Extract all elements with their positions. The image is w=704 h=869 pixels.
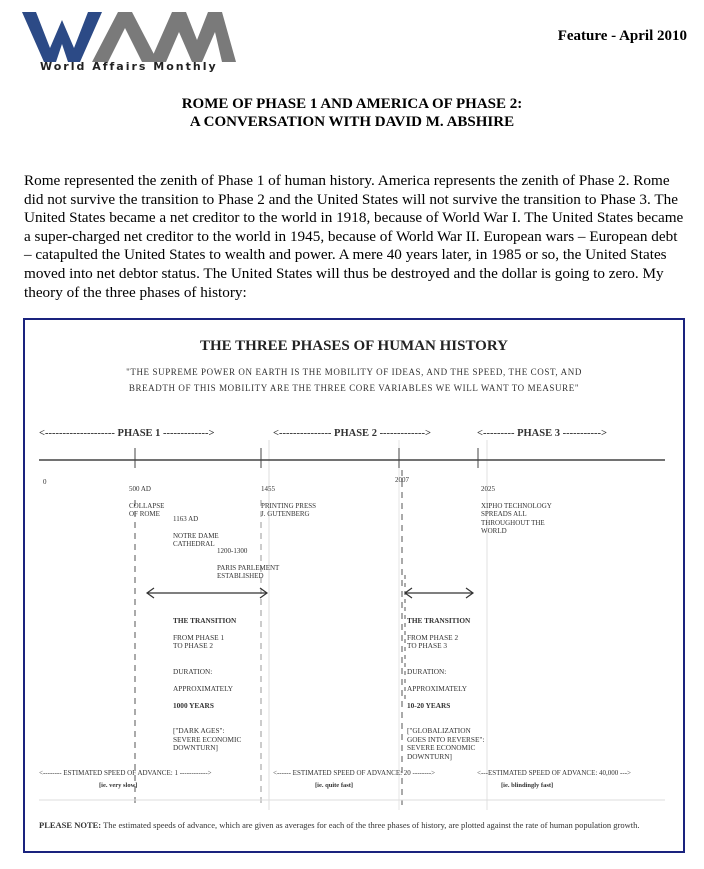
event-x-year: 2025	[481, 484, 495, 493]
event-pp-desc: PARIS PARLEMENT ESTABLISHED	[217, 563, 280, 580]
note-label: PLEASE NOTE:	[39, 820, 102, 830]
transition2-duration-label: DURATION:	[407, 666, 447, 676]
phase1-label: <-------------------- PHASE 1 ------------->	[39, 428, 215, 439]
event-parlement	[217, 538, 279, 589]
article-title-line1: ROME OF PHASE 1 AND AMERICA OF PHASE 2:	[181, 96, 523, 112]
event-gut-year: 1455	[261, 484, 275, 493]
transition1-heading: THE TRANSITION	[173, 615, 237, 625]
figure-note	[39, 820, 659, 831]
event-zero: 0	[43, 478, 47, 486]
wam-logo-mark	[22, 10, 237, 62]
transition1-lines: FROM PHASE 1 TO PHASE 2	[173, 632, 225, 651]
transition2-duration-years: 10-20 YEARS	[407, 700, 451, 710]
event-nd-desc: NOTRE DAME CATHEDRAL	[173, 531, 219, 548]
speed-phase1: <-------- ESTIMATED SPEED OF ADVANCE: 1 ------------>	[39, 769, 212, 777]
event-rome-desc: COLLAPSE OF ROME	[129, 501, 165, 518]
event-gut-desc: PRINTING PRESS J. GUTENBERG	[261, 501, 317, 518]
logo-tagline: World Affairs Monthly	[40, 60, 218, 73]
event-rome-year: 500 AD	[129, 484, 151, 493]
speed-phase2: <------ ESTIMATED SPEED OF ADVANCE: 20 -------->	[273, 769, 436, 777]
event-x-desc: XIPHO TECHNOLOGY SPREADS ALL THROUGHOUT THE WORLD	[481, 501, 552, 535]
event-nd-year: 1163 AD	[173, 514, 199, 523]
article-body: Rome represented the zenith of Phase 1 of human history. America represents the zenith of Phase 2. Rome did not survive the transition to Phase 2 and the United States will not survive the transition to Phase 3. The United States became a net creditor to the world in 1918, because of World War I. The United States became a super-charged net creditor to the world in 1945, because of World War II. European wars – European debt – catapulted the United States to wealth and power. A mere 40 years later, in 1985 or so, the United States moved into net debtor status. The United States will thus be destroyed and the dollar is going to zero. My theory of the three phases of history:	[24, 172, 684, 301]
transition1-duration-years: 1000 YEARS	[173, 700, 214, 710]
transition2-lines: FROM PHASE 2 TO PHASE 3	[407, 632, 459, 651]
phases-figure	[23, 318, 685, 853]
phase3-label: <--------- PHASE 3 ----------->	[477, 428, 608, 439]
transition2	[407, 608, 484, 770]
event-2007: 2007	[395, 476, 409, 484]
phase2-label: <--------------- PHASE 2 ------------->	[273, 428, 432, 439]
event-xipho	[481, 476, 552, 544]
speed-phase2-sub: [ie. quite fast]	[315, 782, 354, 789]
article-title-line2: A CONVERSATION WITH DAVID M. ABSHIRE	[189, 114, 515, 130]
feature-date: Feature - April 2010	[557, 28, 687, 44]
transition2-note: ["GLOBALIZATION GOES INTO REVERSE": SEVERE ECONOMIC DOWNTURN]	[407, 726, 485, 761]
speed-phase3-sub: [ie. blindingly fast]	[501, 782, 554, 789]
figure-quote-line1: "THE SUPREME POWER ON EARTH IS THE MOBILITY OF IDEAS, AND THE SPEED, THE COST, AND	[126, 367, 582, 377]
transition1-note: ["DARK AGES": SEVERE ECONOMIC DOWNTURN]	[173, 726, 242, 753]
note-text: The estimated speeds of advance, which are given as averages for each of the three phases of history, are plotted against the rate of human population growth.	[103, 820, 640, 830]
speed-phase3: <---ESTIMATED SPEED OF ADVANCE: 40,000 --->	[477, 769, 631, 777]
transition1-duration-label: DURATION:	[173, 666, 213, 676]
event-rome	[129, 476, 164, 527]
figure-quote-line2: BREADTH OF THIS MOBILITY ARE THE THREE CORE VARIABLES WE WILL WANT TO MEASURE"	[128, 383, 580, 393]
transition1-duration-value: APPROXIMATELY	[173, 683, 234, 693]
transition2-heading: THE TRANSITION	[407, 615, 471, 625]
transition1	[173, 608, 241, 762]
figure-title: THE THREE PHASES OF HUMAN HISTORY	[199, 338, 508, 354]
event-gutenberg	[261, 476, 316, 527]
event-pp-year: 1200-1300	[217, 546, 248, 555]
transition2-duration-value: APPROXIMATELY	[407, 683, 468, 693]
event-notre-dame	[173, 506, 219, 557]
speed-phase1-sub: [ie. very slow]	[99, 782, 138, 789]
